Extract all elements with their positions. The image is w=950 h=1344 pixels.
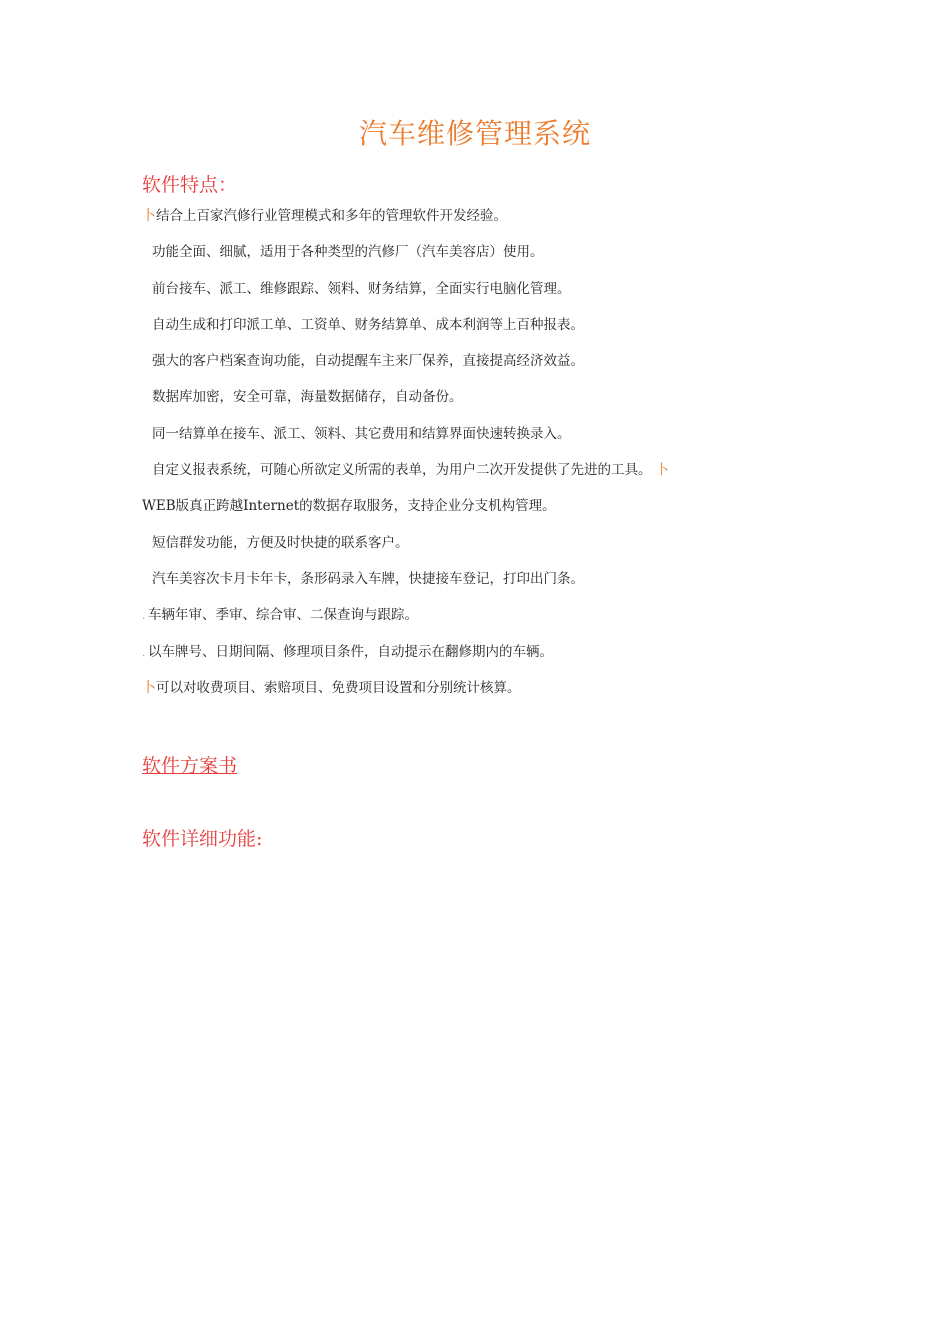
features-heading: 软件特点： <box>142 174 238 196</box>
feature-text: WEB版真正跨越Internet的数据存取服务，支持企业分支机构管理。 <box>142 498 556 515</box>
page-title: 汽车维修管理系统 <box>358 117 591 150</box>
feature-item <box>142 205 762 241</box>
feature-text: 汽车美容次卡月卡年卡，条形码录入车牌，快捷接车登记，打印出门条。 <box>152 570 584 587</box>
feature-item <box>142 532 762 568</box>
bullet-dot: . <box>142 647 146 659</box>
feature-text: 结合上百家汽修行业管理模式和多年的管理软件开发经验。 <box>156 208 507 224</box>
feature-text: 可以对收费项目、索赔项目、免费项目设置和分别统计核算。 <box>156 679 521 696</box>
proposal-link[interactable]: 软件方案书 <box>142 755 238 777</box>
feature-item <box>142 568 762 604</box>
feature-item <box>142 241 762 277</box>
feature-list <box>142 205 762 713</box>
feature-item <box>142 423 762 459</box>
bullet-marker: 卜 <box>142 679 156 696</box>
feature-item <box>142 604 762 640</box>
bullet-marker: 卜 <box>142 208 156 224</box>
feature-text: 自动生成和打印派工单、工资单、财务结算单、成本利润等上百种报表。 <box>152 316 584 333</box>
feature-text: 车辆年审、季审、综合审、二保查询与跟踪。 <box>148 607 418 624</box>
feature-item <box>142 314 762 350</box>
feature-text: 短信群发功能，方便及时快捷的联系客户。 <box>152 534 409 551</box>
bullet-dot: . <box>142 611 146 623</box>
feature-item <box>142 641 762 677</box>
feature-text: 前台接车、派工、维修跟踪、领料、财务结算，全面实行电脑化管理。 <box>152 280 571 297</box>
feature-item <box>142 459 762 495</box>
feature-text: 功能全面、细腻，适用于各种类型的汽修厂（汽车美容店）使用。 <box>152 244 544 261</box>
feature-text: 以车牌号、日期间隔、修理项目条件，自动提示在翻修期内的车辆。 <box>148 643 553 660</box>
feature-text: 同一结算单在接车、派工、领料、其它费用和结算界面快速转换录入。 <box>152 425 571 442</box>
feature-item <box>142 495 762 531</box>
trailing-marker: 卜 <box>655 462 669 479</box>
feature-item <box>142 677 762 713</box>
feature-text: 数据库加密，安全可靠，海量数据储存，自动备份。 <box>152 389 463 406</box>
feature-text: 强大的客户档案查询功能，自动提醒车主来厂保养，直接提高经济效益。 <box>152 353 584 370</box>
feature-item <box>142 350 762 386</box>
feature-item <box>142 278 762 314</box>
feature-item <box>142 386 762 422</box>
feature-text: 自定义报表系统，可随心所欲定义所需的表单，为用户二次开发提供了先进的工具。 <box>152 462 652 479</box>
details-heading: 软件详细功能: <box>142 828 263 850</box>
